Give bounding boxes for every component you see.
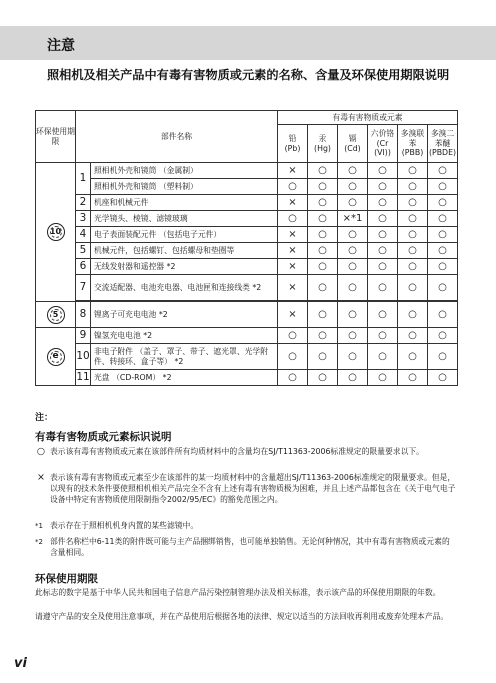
table-row: 11 光盘 （CD-ROM） *2 ○ ○ ○ ○ ○ ○ <box>36 370 458 386</box>
period-text-2: 请遵守产品的安全及使用注意事项，并在产品使用后根据各地的法律、规定以适当的方法回收再利用或废弃处理本产品。 <box>35 612 449 621</box>
marks-title: 有毒有害物质或元素标识说明 <box>35 431 172 443</box>
cross-symbol: × <box>37 472 45 483</box>
circle-symbol: ○ <box>36 446 46 457</box>
table-row: 10 1 照相机外壳和镜筒 （金属制） × ○ ○ ○ ○ ○ <box>36 163 458 179</box>
substance-header: 汞 (Hg) <box>308 125 338 163</box>
footnote-1: *1 表示存在于照相机机身内置的某些滤镜中。 <box>35 521 199 530</box>
table-row: 5 8 锂离子可充电电池 *2 × ○ ○ ○ ○ ○ <box>36 302 458 328</box>
footnote-2: *2 部件名称栏中6-11类的附件既可能与主产品捆绑销售，也可能单独销售。无论何种情况，其中有毒有害物质或元素的含量相同。 <box>35 537 450 557</box>
substance-header: 六价铬 (Cr (VI)) <box>368 125 398 163</box>
substance-header: 铅 (Pb) <box>278 125 308 163</box>
notes-label: 注： <box>35 413 54 423</box>
table-row: 6 无线发射器和遥控器 *2 × ○ ○ ○ ○ ○ <box>36 259 458 275</box>
period-10-icon: 10 <box>47 223 65 241</box>
footnote-1-mark: *1 <box>35 522 43 530</box>
substance-header: 多溴联苯 (PBB) <box>398 125 428 163</box>
period-text-1: 此标志的数字是基于中华人民共和国电子信息产品污染控制管理办法及相关标准，表示该产品的环保使用期限的年数。 <box>35 588 441 597</box>
table-row: e 9 镍氢充电电池 *2 ○ ○ ○ ○ ○ ○ <box>36 328 458 344</box>
table-row: 3 光学镜头、棱镜、滤镜玻璃 ○ ○ ×*1 ○ ○ ○ <box>36 211 458 227</box>
period-10-cell <box>36 163 76 302</box>
period-title: 环保使用期限 <box>35 573 98 585</box>
page-number: vi <box>14 656 27 671</box>
hazard-table <box>35 110 458 386</box>
substance-group-header: 有毒有害物质或元素 <box>278 111 458 125</box>
table-row: 5 机械元件，包括螺钉、包括螺母和垫圈等 × ○ ○ ○ ○ ○ <box>36 243 458 259</box>
period-e-icon: e <box>47 348 65 366</box>
table-row: 4 电子表面装配元件 （包括电子元件） × ○ ○ ○ ○ ○ <box>36 227 458 243</box>
period-header: 环保使用期限 <box>36 111 76 163</box>
section-heading: 照相机及相关产品中有毒有害物质或元素的名称、含量及环保使用期限说明 <box>47 68 450 82</box>
substance-header: 镉 (Cd) <box>338 125 368 163</box>
footnote-2-mark: *2 <box>35 538 43 546</box>
cross-legend: × 表示该有毒有害物质或元素至少在该部件的某一均质材料中的含量超出SJ/T11363-2006标准规定的限量要求。但是，以现有的技术条件要使照相机相关产品完全不含有上述有毒有害物质极为困难，并且上述产品都包含在《关于电气电子设备中特定有害物质使用限制指令2002/95/EC》的豁免范围之内。 <box>35 473 457 505</box>
table-row: 10 非电子附件 （盖子、罩子、带子、遮光罩、光学附件、转接环、盒子等） *2 ○ ○ ○ ○ ○ ○ <box>36 344 458 370</box>
name-header: 部件名称 <box>76 111 278 163</box>
period-e-cell <box>36 328 76 386</box>
circle-legend: ○ 表示该有毒有害物质或元素在该部件所有均质材料中的含量均在SJ/T11363-2006标准规定的限量要求以下。 <box>36 446 424 457</box>
table-row: 2 机座和机械元件 × ○ ○ ○ ○ ○ <box>36 195 458 211</box>
table-row: 照相机外壳和镜筒 （塑料制） ○ ○ ○ ○ ○ ○ <box>36 179 458 195</box>
period-5-cell <box>36 302 76 328</box>
table-row: 7 交流适配器、电池充电器、电池匣和连接线类 *2 × ○ ○ ○ ○ ○ <box>36 275 458 301</box>
period-5-icon: 5 <box>47 306 65 324</box>
page-title: 注意 <box>47 38 75 54</box>
header-bar <box>0 26 496 60</box>
substance-header: 多溴二苯醚 (PBDE) <box>428 125 458 163</box>
